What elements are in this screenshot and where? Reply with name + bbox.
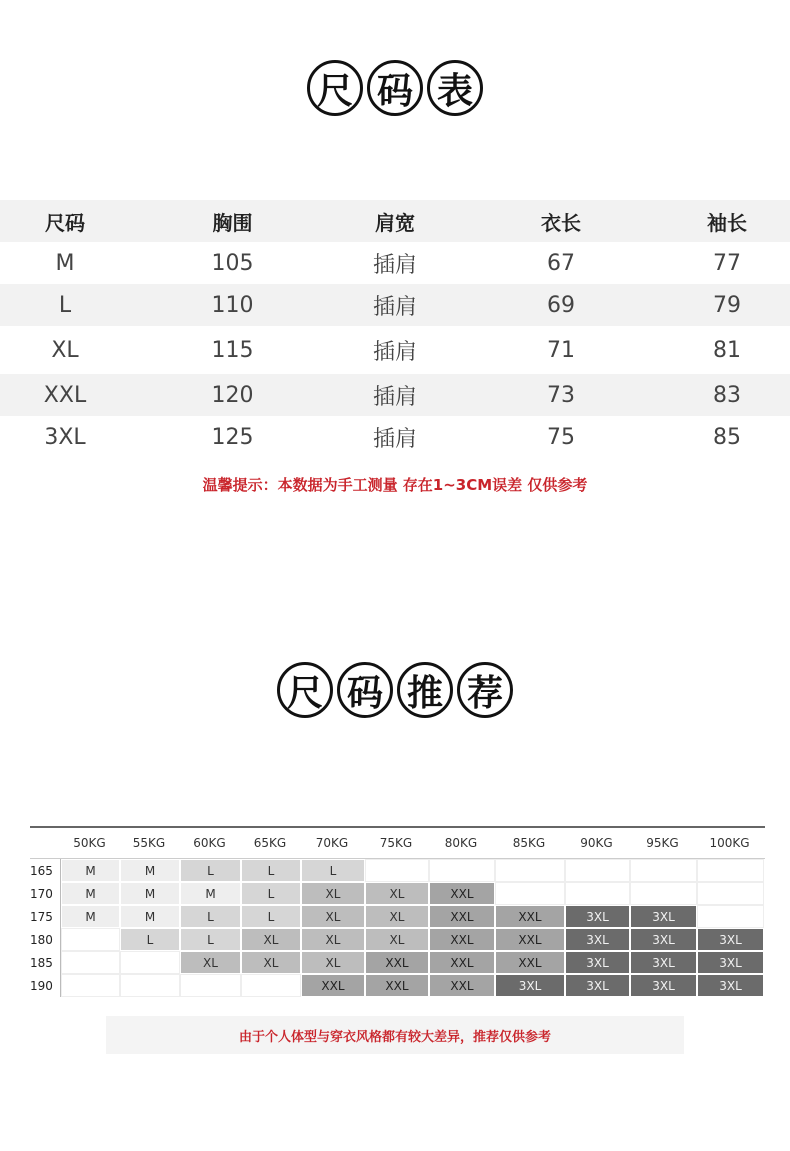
- cell-chest: 115: [211, 337, 254, 363]
- cell-chest: 105: [211, 250, 254, 276]
- measurement-note: 温馨提示：本数据为手工测量 存在1~3CM误差 仅供参考: [202, 476, 588, 494]
- header-shoulder: 肩宽: [375, 210, 415, 235]
- size-cell: [241, 974, 301, 997]
- size-cell: XL: [301, 905, 365, 928]
- cell-size: 3XL: [44, 424, 86, 450]
- weight-header-cell: 95KG: [646, 836, 679, 850]
- size-cell: XXL: [495, 905, 565, 928]
- title-char: 表: [427, 60, 483, 116]
- size-cell: XXL: [365, 951, 429, 974]
- size-cell: M: [61, 859, 120, 882]
- table-row: [0, 326, 790, 374]
- cell-sleeve: 81: [713, 337, 741, 363]
- size-recommend-title: [0, 662, 790, 718]
- height-label: 170: [30, 882, 61, 905]
- recommend-body: [30, 859, 765, 997]
- weight-header-cell: 60KG: [193, 836, 226, 850]
- size-cell: XXL: [495, 928, 565, 951]
- size-cell: [697, 905, 764, 928]
- size-cell: [365, 859, 429, 882]
- size-cell: XL: [241, 951, 301, 974]
- cell-size: XXL: [43, 382, 87, 408]
- size-cell: 3XL: [697, 951, 764, 974]
- size-cell: XXL: [365, 974, 429, 997]
- size-cell: XL: [365, 928, 429, 951]
- recommend-note: 由于个人体型与穿衣风格都有较大差异，推荐仅供参考: [106, 1016, 684, 1054]
- cell-size: M: [55, 250, 75, 276]
- table-row: [30, 859, 765, 882]
- size-cell: [630, 882, 697, 905]
- size-cell: [495, 859, 565, 882]
- size-cell: M: [61, 882, 120, 905]
- height-label: 185: [30, 951, 61, 974]
- cell-size: XL: [51, 337, 79, 363]
- size-cell: XL: [301, 951, 365, 974]
- size-cell: 3XL: [565, 951, 630, 974]
- size-cell: 3XL: [697, 928, 764, 951]
- size-chart-title: [0, 60, 790, 116]
- header-length: 衣长: [541, 210, 581, 235]
- cell-chest: 125: [211, 424, 254, 450]
- header-chest: 胸围: [212, 210, 253, 235]
- size-cell: 3XL: [495, 974, 565, 997]
- size-cell: [61, 951, 120, 974]
- size-cell: M: [120, 882, 180, 905]
- size-cell: XXL: [429, 974, 495, 997]
- size-cell: L: [241, 905, 301, 928]
- cell-shoulder: 插肩: [372, 384, 417, 410]
- size-cell: L: [180, 928, 241, 951]
- table-row: [0, 284, 790, 326]
- table-row: [30, 928, 765, 951]
- size-cell: L: [241, 882, 301, 905]
- header-sleeve: 袖长: [707, 210, 747, 235]
- table-row: [30, 951, 765, 974]
- size-cell: 3XL: [630, 974, 697, 997]
- table-row: [30, 905, 765, 928]
- size-cell: L: [180, 905, 241, 928]
- cell-sleeve: 79: [713, 292, 741, 318]
- size-cell: M: [61, 905, 120, 928]
- weight-header-cell: 70KG: [315, 836, 349, 850]
- cell-size: L: [58, 292, 72, 318]
- size-table-header: [0, 200, 790, 242]
- size-cell: L: [120, 928, 180, 951]
- cell-length: 71: [547, 337, 575, 363]
- size-cell: XXL: [429, 951, 495, 974]
- size-cell: 3XL: [565, 905, 630, 928]
- size-cell: [61, 928, 120, 951]
- size-cell: 3XL: [630, 928, 697, 951]
- weight-header-cell: 80KG: [444, 836, 478, 850]
- cell-sleeve: 83: [713, 382, 741, 408]
- size-cell: M: [180, 882, 241, 905]
- size-cell: [120, 951, 180, 974]
- cell-shoulder: 插肩: [372, 339, 417, 365]
- table-row: [0, 242, 790, 284]
- size-cell: [630, 859, 697, 882]
- weight-header-cell: 90KG: [580, 836, 613, 850]
- weight-header-cell: 55KG: [132, 836, 166, 850]
- size-cell: XL: [365, 882, 429, 905]
- size-cell: L: [301, 859, 365, 882]
- title-char: 尺: [277, 662, 333, 718]
- table-row: [30, 882, 765, 905]
- size-cell: XL: [241, 928, 301, 951]
- recommend-table: [30, 826, 765, 997]
- size-cell: M: [120, 905, 180, 928]
- title-char: 尺: [307, 60, 363, 116]
- height-label: 180: [30, 928, 61, 951]
- cell-length: 69: [547, 292, 575, 318]
- size-table: [0, 200, 790, 458]
- title-char: 荐: [457, 662, 513, 718]
- title-char: 码: [367, 60, 423, 116]
- size-cell: [429, 859, 495, 882]
- size-cell: XXL: [429, 928, 495, 951]
- cell-shoulder: 插肩: [372, 426, 417, 452]
- title-char: 码: [337, 662, 393, 718]
- weight-header-cell: 85KG: [512, 836, 546, 850]
- cell-length: 73: [547, 382, 575, 408]
- cell-sleeve: 85: [713, 424, 741, 450]
- cell-chest: 110: [211, 292, 254, 318]
- size-cell: M: [120, 859, 180, 882]
- size-cell: [565, 882, 630, 905]
- size-cell: 3XL: [630, 951, 697, 974]
- size-cell: [495, 882, 565, 905]
- height-label: 190: [30, 974, 61, 997]
- cell-length: 67: [547, 250, 575, 276]
- weight-header-cell: 100KG: [709, 836, 750, 850]
- size-cell: [180, 974, 241, 997]
- table-row: [30, 974, 765, 997]
- size-cell: 3XL: [630, 905, 697, 928]
- cell-sleeve: 77: [713, 250, 741, 276]
- cell-length: 75: [547, 424, 575, 450]
- size-cell: XL: [301, 882, 365, 905]
- weight-header: [30, 828, 765, 859]
- weight-header-cell: 50KG: [73, 836, 106, 850]
- size-cell: [697, 882, 764, 905]
- size-cell: [565, 859, 630, 882]
- title-char: 推: [397, 662, 453, 718]
- cell-shoulder: 插肩: [372, 252, 417, 278]
- weight-header-cell: 65KG: [253, 836, 287, 850]
- size-cell: XXL: [429, 882, 495, 905]
- height-label: 165: [30, 859, 61, 882]
- size-cell: XL: [180, 951, 241, 974]
- size-cell: 3XL: [565, 928, 630, 951]
- table-row: [0, 416, 790, 458]
- size-cell: XXL: [429, 905, 495, 928]
- height-label: 175: [30, 905, 61, 928]
- header-size: 尺码: [45, 210, 85, 235]
- size-cell: [120, 974, 180, 997]
- size-cell: XXL: [495, 951, 565, 974]
- size-cell: L: [180, 859, 241, 882]
- size-cell: L: [241, 859, 301, 882]
- size-cell: XXL: [301, 974, 365, 997]
- size-cell: [61, 974, 120, 997]
- table-row: [0, 374, 790, 416]
- weight-header-cell: 75KG: [379, 836, 413, 850]
- size-cell: XL: [365, 905, 429, 928]
- size-cell: 3XL: [565, 974, 630, 997]
- cell-shoulder: 插肩: [372, 294, 417, 320]
- size-cell: [697, 859, 764, 882]
- cell-chest: 120: [211, 382, 254, 408]
- size-cell: XL: [301, 928, 365, 951]
- size-cell: 3XL: [697, 974, 764, 997]
